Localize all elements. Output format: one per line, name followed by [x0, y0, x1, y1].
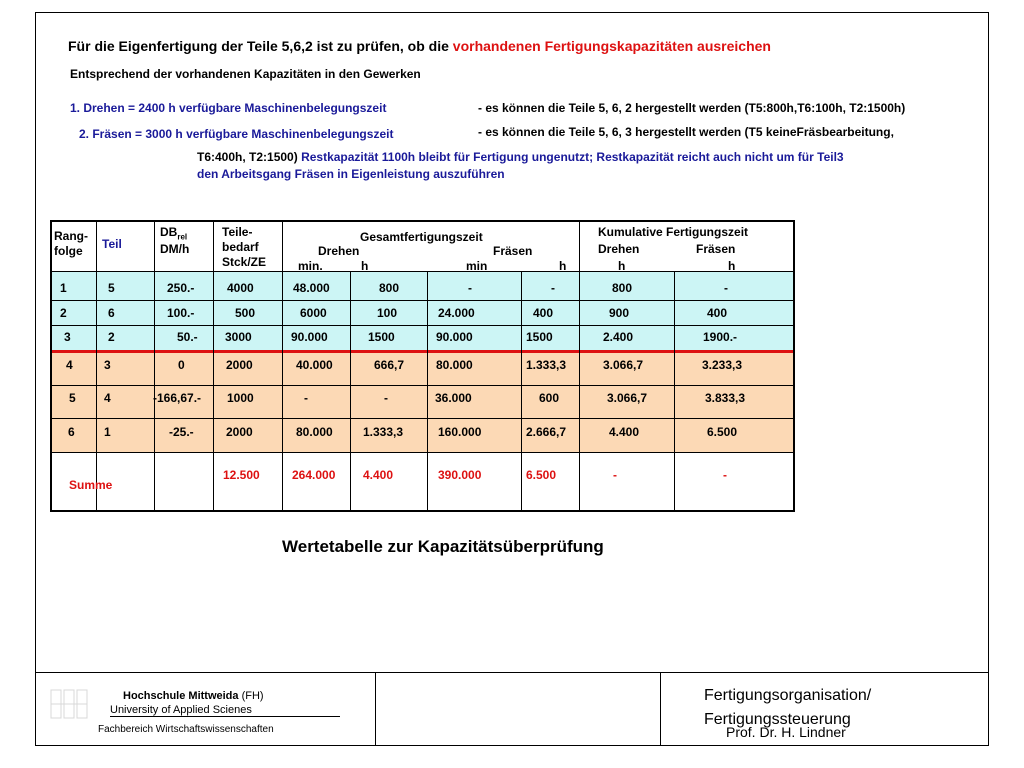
- header-line1-highlight: vorhandenen Fertigungskapazitäten ausreichen: [452, 38, 771, 54]
- hdr-fraesen: Fräsen: [493, 244, 533, 258]
- cell: 1: [60, 281, 67, 295]
- hdr-min1: min.: [298, 259, 323, 270]
- cell: 2000: [226, 425, 253, 439]
- cell: 1.333,3: [526, 358, 567, 372]
- capacity-fraesen-note-cont-text: T6:400h, T2:1500): [197, 150, 298, 164]
- rowline-5: [52, 418, 793, 419]
- col-line: [154, 222, 155, 510]
- cell: 3: [64, 330, 71, 344]
- hdr-kum-drehen: Drehen: [598, 242, 640, 256]
- hdr-db-sub: rel: [177, 232, 188, 242]
- footer-divider-left: [375, 672, 376, 746]
- band-cyan: [52, 272, 793, 351]
- capacity-fraesen-note: - es können die Teile 5, 6, 3 hergestellt werden (T5 keineFräsbearbeitung,: [478, 125, 894, 139]
- cell: 1900.-: [703, 330, 738, 344]
- cell: -25.-: [169, 425, 194, 439]
- cell: 1500: [368, 330, 395, 344]
- cell: 40.000: [296, 358, 333, 372]
- cell: 80.000: [436, 358, 473, 372]
- cell: 6000: [300, 306, 327, 320]
- school-suffix: (FH): [241, 690, 264, 702]
- hdr-teil: Teil: [102, 237, 122, 251]
- cell: 5: [108, 281, 115, 295]
- header-line1: [68, 38, 771, 54]
- cell: 800: [612, 281, 633, 295]
- rest-capacity-line2: den Arbeitsgang Fräsen in Eigenleistung auszuführen: [197, 167, 505, 181]
- cell: 4.400: [609, 425, 640, 439]
- footer-divider-right: [660, 672, 661, 746]
- university-logo-icon: [50, 688, 88, 720]
- col-line: [282, 222, 283, 510]
- rowline-6: [52, 452, 793, 453]
- cell: 1000: [227, 391, 254, 405]
- cell: 3.066,7: [603, 358, 644, 372]
- rowline-red: [52, 350, 793, 353]
- hdr-h2: h: [559, 259, 567, 270]
- cell: 3.233,3: [702, 358, 743, 372]
- cell: -: [384, 391, 388, 405]
- hdr-kum-fraesen: Fräsen: [696, 242, 736, 256]
- col-line: [213, 222, 214, 510]
- capacity-fraesen: 2. Fräsen = 3000 h verfügbare Maschinenbelegungszeit: [79, 127, 394, 141]
- cell: 2.400: [603, 330, 634, 344]
- professor-name: Prof. Dr. H. Lindner: [726, 724, 846, 740]
- cell: 6.500: [707, 425, 738, 439]
- cell: 100.-: [167, 306, 195, 320]
- cell: 1500: [526, 330, 553, 344]
- school-name-text: Hochschule Mittweida: [123, 690, 239, 702]
- cell: 6: [108, 306, 115, 320]
- hdr-min2: min: [466, 259, 488, 270]
- cell: 48.000: [293, 281, 330, 295]
- col-line: [96, 222, 97, 510]
- col-line: [579, 222, 580, 510]
- sum-value: 6.500: [526, 468, 557, 482]
- course-title-line2: Fertigungssteuerung: [704, 711, 851, 728]
- hdr-drehen: Drehen: [318, 244, 360, 258]
- cell: 2: [108, 330, 115, 344]
- cell: 800: [379, 281, 400, 295]
- cell: 5: [69, 391, 76, 405]
- hdr-db-unit: DM/h: [160, 242, 190, 256]
- cell: -: [468, 281, 472, 295]
- capacity-drehen: 1. Drehen = 2400 h verfügbare Maschinenbelegungszeit: [70, 101, 387, 115]
- sum-value: 264.000: [292, 468, 336, 482]
- sum-value: -: [723, 468, 727, 482]
- cell: -: [551, 281, 555, 295]
- rest-capacity-line1: Restkapazität 1100h bleibt für Fertigung ungenutzt; Restkapazität reicht auch nicht um für Teil3: [301, 150, 844, 164]
- cell: 3.066,7: [607, 391, 648, 405]
- rowline-1: [52, 300, 793, 301]
- sum-label: Summe: [69, 478, 113, 492]
- cell: 666,7: [374, 358, 405, 372]
- hdr-bedarf: Teile- bedarf Stck/ZE: [222, 225, 267, 269]
- cell: 2: [60, 306, 67, 320]
- col-line: [427, 272, 428, 512]
- cell: 0: [178, 358, 185, 372]
- header-rowline: [52, 271, 793, 272]
- hdr-rangfolge: Rang- folge: [54, 229, 88, 258]
- capacity-fraesen-note-cont: [197, 150, 844, 164]
- cell: 90.000: [291, 330, 328, 344]
- footer-divider: [35, 672, 989, 673]
- department: Fachbereich Wirtschaftswissenschaften: [98, 724, 274, 735]
- cell: 24.000: [438, 306, 475, 320]
- hdr-h1: h: [361, 259, 369, 270]
- cell: -166,67.-: [153, 391, 202, 405]
- cell: 2.666,7: [526, 425, 567, 439]
- cell: 160.000: [438, 425, 482, 439]
- cell: 50.-: [177, 330, 198, 344]
- col-line: [350, 272, 351, 512]
- cell: 250.-: [167, 281, 195, 295]
- cell: -: [724, 281, 728, 295]
- cell: 4: [66, 358, 73, 372]
- cell: 80.000: [296, 425, 333, 439]
- cell: 6: [68, 425, 75, 439]
- cell: 100: [377, 306, 398, 320]
- header-line1-text: Für die Eigenfertigung der Teile 5,6,2 ist zu prüfen, ob die: [68, 38, 449, 54]
- hdr-gesamt: Gesamtfertigungszeit: [360, 230, 483, 244]
- rowline-2: [52, 325, 793, 326]
- sum-value: 12.500: [223, 468, 260, 482]
- cell: 400: [533, 306, 554, 320]
- hdr-kum-h2: h: [728, 259, 736, 270]
- header-line2: Entsprechend der vorhandenen Kapazitäten in den Gewerken: [70, 67, 421, 81]
- cell: 3000: [225, 330, 252, 344]
- cell: -: [304, 391, 308, 405]
- table-caption: Wertetabelle zur Kapazitätsüberprüfung: [282, 537, 604, 556]
- col-line: [674, 272, 675, 512]
- capacity-drehen-note: - es können die Teile 5, 6, 2 hergestellt werden (T5:800h,T6:100h, T2:1500h): [478, 101, 906, 115]
- school-name: [123, 690, 264, 702]
- cell: 1.333,3: [363, 425, 404, 439]
- university-logo: [50, 688, 88, 720]
- cell: 1: [104, 425, 111, 439]
- sum-value: -: [613, 468, 617, 482]
- cell: 400: [707, 306, 728, 320]
- cell: 500: [235, 306, 256, 320]
- cell: 2000: [226, 358, 253, 372]
- sum-value: 390.000: [438, 468, 482, 482]
- cell: 600: [539, 391, 560, 405]
- cell: 3.833,3: [705, 391, 746, 405]
- cell: 36.000: [435, 391, 472, 405]
- cell: 900: [609, 306, 630, 320]
- school-english: University of Applied Scienes: [110, 704, 340, 717]
- capacity-table: [50, 220, 795, 512]
- cell: 4000: [227, 281, 254, 295]
- cell: 90.000: [436, 330, 473, 344]
- cell: 4: [104, 391, 111, 405]
- hdr-kum: Kumulative Fertigungszeit: [598, 225, 749, 239]
- cell: 3: [104, 358, 111, 372]
- col-line: [521, 272, 522, 512]
- hdr-kum-h1: h: [618, 259, 626, 270]
- sum-value: 4.400: [363, 468, 394, 482]
- course-title-line1: Fertigungsorganisation/: [704, 687, 872, 704]
- rowline-4: [52, 385, 793, 386]
- hdr-db-text: DB: [160, 225, 178, 239]
